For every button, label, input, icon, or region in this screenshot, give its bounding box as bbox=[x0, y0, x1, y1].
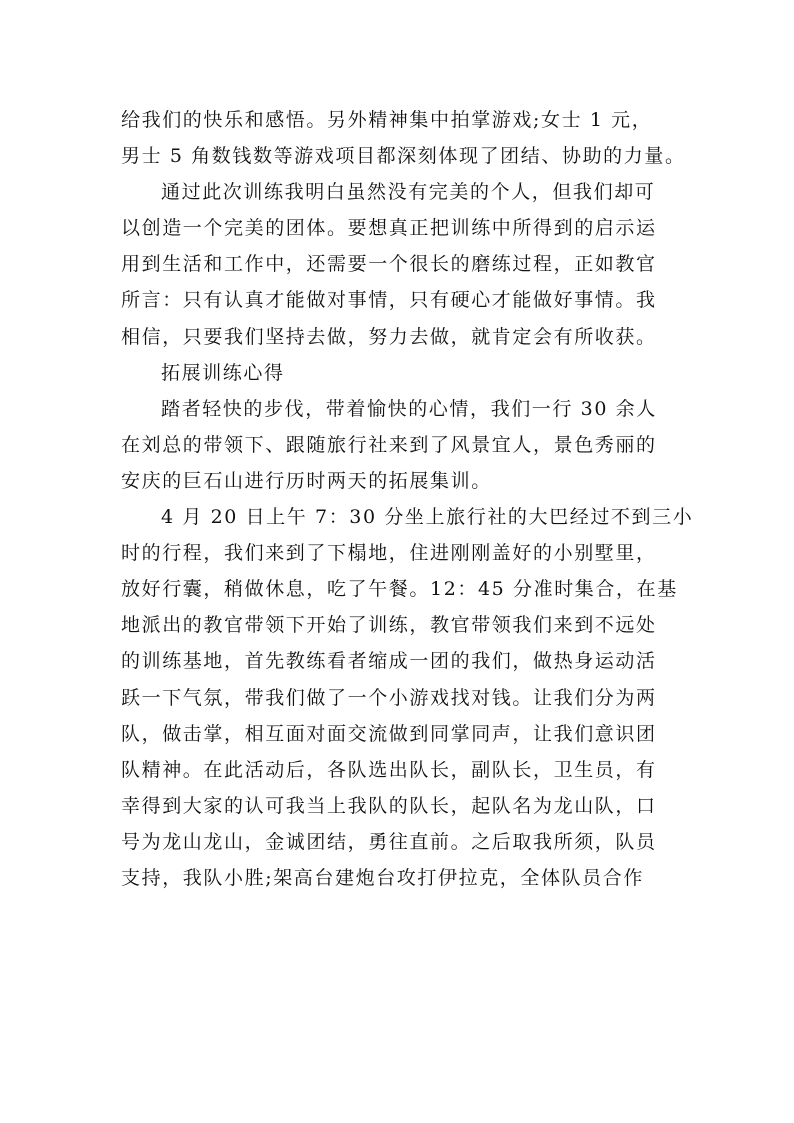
text-line: 幸得到大家的认可我当上我队的队长，起队名为龙山队，口 bbox=[121, 794, 657, 817]
text-line: 用到生活和工作中，还需要一个很长的磨练过程，正如教官 bbox=[121, 253, 657, 276]
text-line: 的训练基地，首先教练看者缩成一团的我们，做热身运动活 bbox=[121, 650, 657, 673]
text-line: 支持，我队小胜;架高台建炮台攻打伊拉克，全体队员合作 bbox=[121, 866, 645, 889]
text-line: 地派出的教官带领下开始了训练，教官带领我们来到不远处 bbox=[121, 614, 657, 637]
section-heading: 拓展训练心得 bbox=[161, 361, 285, 384]
text-line: 跃一下气氛，带我们做了一个小游戏找对钱。让我们分为两 bbox=[121, 686, 657, 709]
text-line: 队精神。在此活动后，各队选出队长，副队长，卫生员，有 bbox=[121, 758, 657, 781]
document-body bbox=[121, 102, 696, 896]
text-line: 4 月 20 日上午 7：30 分坐上旅行社的大巴经过不到三小 bbox=[161, 506, 694, 529]
text-line: 通过此次训练我明白虽然没有完美的个人，但我们却可 bbox=[161, 181, 656, 204]
text-line: 号为龙山龙山，金诚团结，勇往直前。之后取我所须，队员 bbox=[121, 830, 657, 853]
text-line: 在刘总的带领下、跟随旅行社来到了风景宜人，景色秀丽的 bbox=[121, 433, 657, 456]
text-line: 以创造一个完美的团体。要想真正把训练中所得到的启示运 bbox=[121, 217, 657, 240]
text-line: 给我们的快乐和感悟。另外精神集中拍掌游戏;女士 1 元， bbox=[121, 109, 653, 131]
text-line: 时的行程，我们来到了下榻地，住进刚刚盖好的小别墅里， bbox=[121, 542, 657, 565]
text-line: 队，做击掌，相互面对面交流做到同掌同声，让我们意识团 bbox=[121, 722, 657, 745]
text-line: 男士 5 角数钱数等游戏项目都深刻体现了团结、协助的力量。 bbox=[121, 145, 686, 168]
text-line: 放好行囊，稍做休息，吃了午餐。12：45 分准时集合，在基 bbox=[121, 578, 678, 601]
text-line: 安庆的巨石山进行历时两天的拓展集训。 bbox=[121, 469, 492, 492]
text-line: 踏者轻快的步伐，带着愉快的心情，我们一行 30 余人 bbox=[161, 397, 657, 420]
text-line: 所言：只有认真才能做对事情，只有硬心才能做好事情。我 bbox=[121, 289, 657, 312]
text-line: 相信，只要我们坚持去做，努力去做，就肯定会有所收获。 bbox=[121, 325, 657, 348]
